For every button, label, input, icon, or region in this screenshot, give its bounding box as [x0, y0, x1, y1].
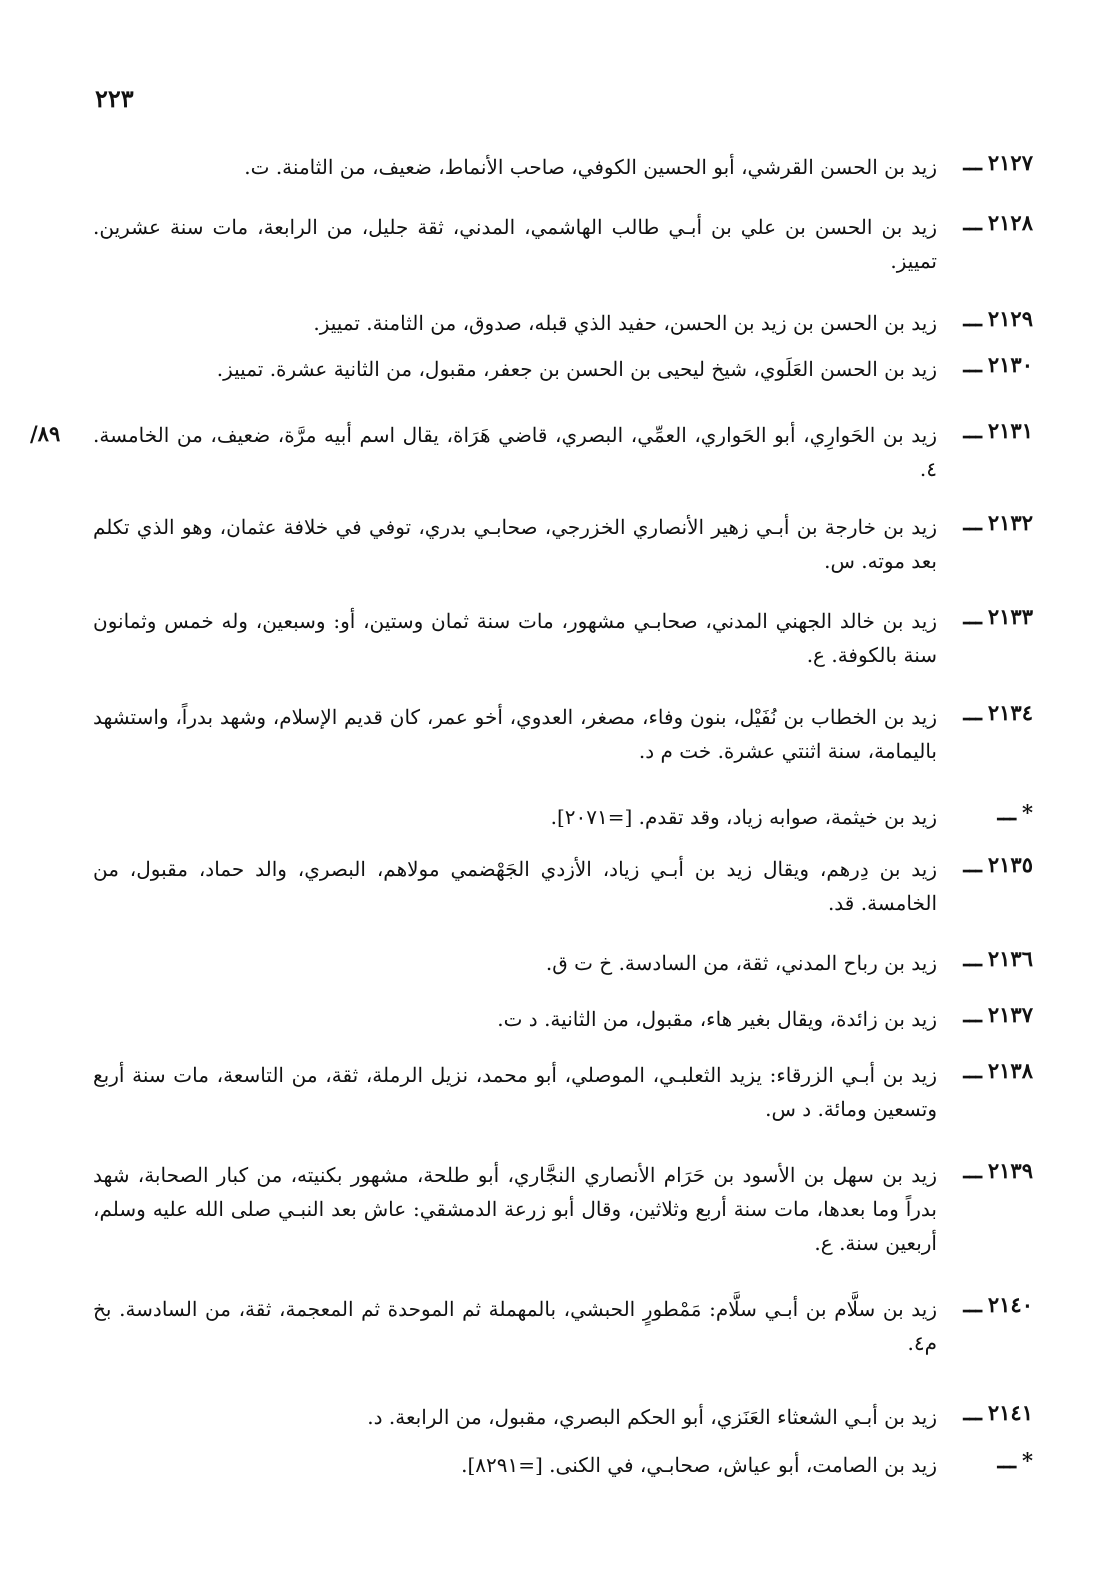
entry-number: ٢١٣٤ — [987, 700, 1033, 725]
page-number: ٢٢٣ — [95, 84, 134, 113]
entry-head — [955, 604, 1033, 629]
entry-text: زيد بن خيثمة، صوابه زياد، وقد تقدم. [=٢٠٧١]. — [550, 805, 937, 829]
entry-head — [955, 946, 1033, 971]
entry-number: ٢١٤٠ — [987, 1292, 1033, 1317]
entry-dash: ـــ — [963, 352, 982, 377]
entry-text: زيد بن الحسن بن زيد بن الحسن، حفيد الذي قبله، صدوق، من الثامنة. تمييز. — [313, 311, 937, 335]
entry-number: ٢١٣٨ — [987, 1058, 1033, 1083]
entry-head — [955, 210, 1033, 235]
entry-2136 — [93, 946, 1033, 980]
entry-number: ٢١٣٩ — [987, 1158, 1033, 1183]
entry-head — [955, 1158, 1033, 1183]
entry-dash: ـــ — [963, 1400, 982, 1425]
entry-head — [955, 800, 1033, 825]
entry-head — [955, 700, 1033, 725]
entry-dash: ـــ — [963, 852, 982, 877]
entry-number: ٢١٣١ — [987, 418, 1033, 443]
entry-text: زيد بن دِرهم، ويقال زيد بن أبـي زياد، الأزدي الجَهْضمي مولاهم، البصري، والد حماد، مقبول، من الخامسة. قد. — [93, 857, 937, 915]
entry-head — [955, 1448, 1033, 1473]
entry-text: زيد بن الحسن العَلَوي، شيخ ليحيى بن الحسن بن جعفر، مقبول، من الثانية عشرة. تمييز. — [216, 357, 937, 381]
entry-text: زيد بن خالد الجهني المدني، صحابـي مشهور، مات سنة ثمان وستين، أو: وسبعين، وله خمس وثمانون سنة بالكوفة. ع. — [93, 609, 937, 667]
entry-2137 — [93, 1002, 1033, 1036]
entry-number: ٢١٣٣ — [987, 604, 1033, 629]
entry-2133 — [93, 604, 1033, 672]
entry-text: زيد بن الخطاب بن نُفَيْل، بنون وفاء، مصغر، العدوي، أخو عمر، كان قديم الإسلام، وشهد بدراً، واستشهد باليمامة، سنة اثنتي عشرة. خت م د. — [93, 705, 937, 763]
entry-text: زيد بن سهل بن الأسود بن حَرَام الأنصاري النجَّاري، أبو طلحة، مشهور بكنيته، من كبار الصحابة، شهد بدراً وما بعدها، مات سنة أربع وثلاثين، وقال أبو زرعة الدمشقي: عاش بعد النبـي صلى الله عليه وسلم، أربعين سنة. ع. — [93, 1163, 937, 1255]
star-marker: * — [1022, 1448, 1033, 1473]
entry-2130 — [93, 352, 1033, 386]
entry-head — [955, 352, 1033, 377]
entry-text: زيد بن زائدة، ويقال بغير هاء، مقبول، من الثانية. د ت. — [497, 1007, 937, 1031]
entry-dash: ـــ — [963, 150, 982, 175]
entry-text: زيد بن الحسن القرشي، أبو الحسين الكوفي، صاحب الأنماط، ضعيف، من الثامنة. ت. — [244, 155, 937, 179]
entry-dash: ـــ — [963, 700, 982, 725]
entry-head — [955, 418, 1033, 443]
entry-number: ٢١٣٦ — [987, 946, 1033, 971]
entry-2134 — [93, 700, 1033, 768]
entry-dash: ـــ — [963, 946, 982, 971]
entry-number: ٢١٣٧ — [987, 1002, 1033, 1027]
entry-text: زيد بن سلَّام بن أبـي سلَّام: مَمْطورٍ الحبشي، بالمهملة ثم الموحدة ثم المعجمة، ثقة، من السادسة. بخ م٤. — [93, 1297, 937, 1355]
entry-dash: ـــ — [963, 1058, 982, 1083]
entry-number: ٢١٤١ — [987, 1400, 1033, 1425]
entry-number: ٢١٣٢ — [987, 510, 1033, 535]
entry-head — [955, 510, 1033, 535]
entry-number: ٢١٢٩ — [987, 306, 1033, 331]
entry-dash: ـــ — [963, 1292, 982, 1317]
entry-2135 — [93, 852, 1033, 920]
entry-dash: ـــ — [963, 210, 982, 235]
entry-text: زيد بن خارجة بن أبـي زهير الأنصاري الخزرجي، صحابـي بدري، توفي في خلافة عثمان، وهو الذي تكلم بعد موته. س. — [93, 515, 937, 573]
entry-dash: ـــ — [997, 800, 1017, 825]
entry-2129 — [93, 306, 1033, 340]
entry-2139 — [93, 1158, 1033, 1260]
entry-2127 — [93, 150, 1033, 184]
margin-note: ٨٩/ — [30, 421, 61, 446]
entry-dash: ـــ — [963, 1158, 982, 1183]
entry-head — [955, 150, 1033, 175]
entry-dash: ـــ — [963, 418, 982, 443]
entry-number: ٢١٣٥ — [987, 852, 1033, 877]
entry-2141 — [93, 1400, 1033, 1434]
entry-text: زيد بن الحسن بن علي بن أبـي طالب الهاشمي، المدني، ثقة جليل، من الرابعة، مات سنة عشرين. تمييز. — [93, 215, 937, 273]
entry-head — [955, 1058, 1033, 1083]
entry-text: زيد بن أبـي الشعثاء العَنَزي، أبو الحكم البصري، مقبول، من الرابعة. د. — [367, 1405, 937, 1429]
entry-head — [955, 1292, 1033, 1317]
entry-text: زيد بن الحَوارِي، أبو الحَواري، العمِّي، البصري، قاضي هَرَاة، يقال اسم أبيه مرَّة، ضعيف، من الخامسة. ٤. — [93, 423, 937, 481]
entry-head — [955, 306, 1033, 331]
star-marker: * — [1022, 800, 1033, 825]
entry-dash: ـــ — [963, 306, 982, 331]
entry-dash: ـــ — [963, 510, 982, 535]
entry-dash: ـــ — [963, 604, 982, 629]
entry-dash: ـــ — [997, 1448, 1017, 1473]
entry-text: زيد بن رباح المدني، ثقة، من السادسة. خ ت ق. — [545, 951, 937, 975]
entry-number: ٢١٢٨ — [987, 210, 1033, 235]
entry-dash: ـــ — [963, 1002, 982, 1027]
entry-head — [955, 1400, 1033, 1425]
entry-text: زيد بن أبـي الزرقاء: يزيد الثعلبـي، الموصلي، أبو محمد، نزيل الرملة، ثقة، من التاسعة، مات سنة أربع وتسعين ومائة. د س. — [93, 1063, 937, 1121]
entry-text: زيد بن الصامت، أبو عياش، صحابـي، في الكنى. [=٨٢٩١]. — [461, 1453, 937, 1477]
entry-cross-reference — [93, 1448, 1033, 1482]
entry-2131 — [93, 418, 1033, 486]
entry-2132 — [93, 510, 1033, 578]
entry-cross-reference — [93, 800, 1033, 834]
entry-number: ٢١٣٠ — [987, 352, 1033, 377]
entry-number: ٢١٢٧ — [987, 150, 1033, 175]
entry-2128 — [93, 210, 1033, 278]
entry-2140 — [93, 1292, 1033, 1360]
entry-head — [955, 852, 1033, 877]
entry-2138 — [93, 1058, 1033, 1126]
entry-head — [955, 1002, 1033, 1027]
